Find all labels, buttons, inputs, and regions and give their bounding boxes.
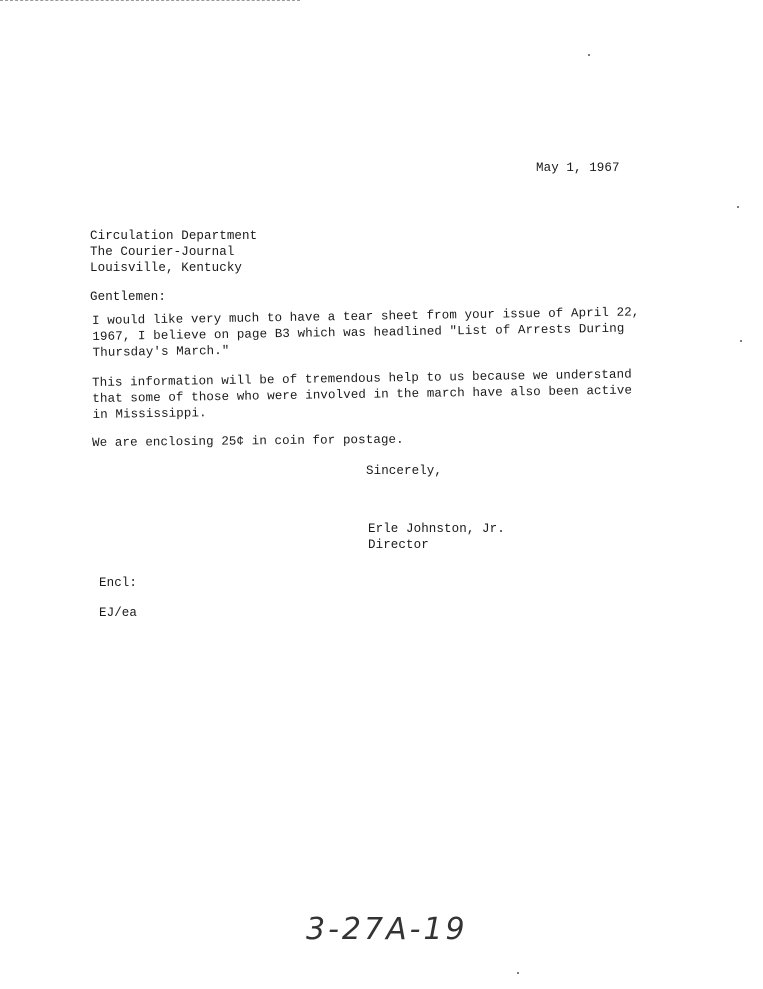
closing: Sincerely, [366, 464, 443, 478]
salutation: Gentlemen: [90, 290, 167, 304]
scan-speck [517, 972, 519, 974]
address-line: The Courier-Journal [90, 245, 235, 259]
top-dashed-rule [0, 0, 300, 1]
body-paragraph-3: We are enclosing 25¢ in coin for postage. [92, 432, 404, 450]
body-paragraph-2 [92, 367, 632, 423]
paragraph-line: in Mississippi. [92, 406, 207, 422]
letter-date: May 1, 1967 [536, 161, 620, 175]
paragraph-line: Thursday's March." [92, 343, 230, 360]
paragraph-line: that some of those who were involved in the march have also been active [92, 383, 633, 406]
address-line: Louisville, Kentucky [90, 261, 243, 275]
paragraph-line: I would like very much to have a tear sheet from your issue of April 22, [92, 305, 640, 328]
address-line: Circulation Department [90, 229, 258, 243]
enclosure-note: Encl: [99, 576, 138, 590]
scan-speck [588, 54, 590, 56]
signature-block [368, 521, 505, 553]
paragraph-line: This information will be of tremendous help to us because we understand [92, 367, 632, 390]
handwritten-file-number: 3-27A-19 [306, 912, 468, 947]
recipient-address [90, 228, 257, 276]
typist-initials: EJ/ea [99, 606, 138, 620]
signer-title: Director [368, 538, 429, 552]
body-paragraph-1 [92, 304, 640, 361]
signer-name: Erle Johnston, Jr. [368, 522, 505, 536]
scan-speck [740, 340, 742, 342]
scan-speck [737, 206, 739, 208]
paragraph-line: 1967, I believe on page B3 which was headlined "List of Arrests During [92, 321, 625, 344]
